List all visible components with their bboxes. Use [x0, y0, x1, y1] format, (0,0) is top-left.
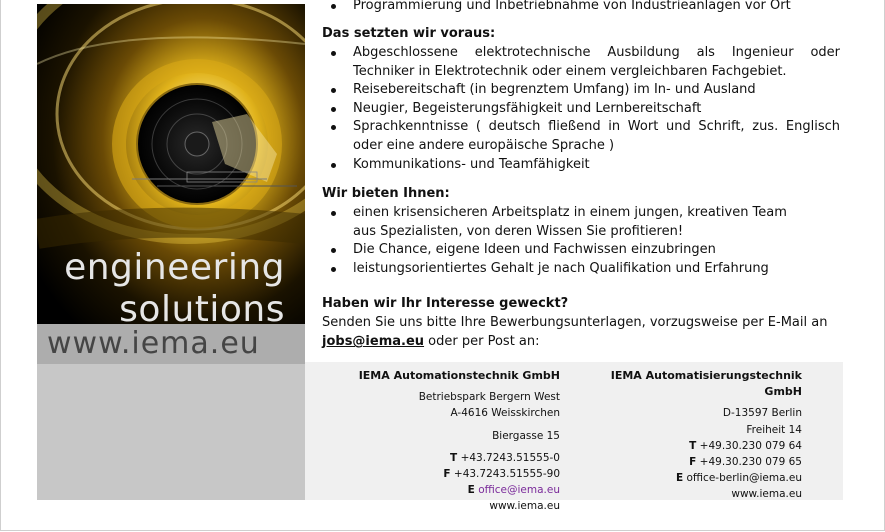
office-email-link[interactable]: office@iema.eu — [478, 484, 560, 497]
offer-list — [322, 204, 840, 278]
contact-text-tail: oder per Post an: — [424, 334, 540, 349]
email — [345, 482, 560, 498]
phone-label: T — [689, 439, 697, 452]
url-band — [37, 324, 305, 364]
requirements-heading: Das setzten wir voraus: — [322, 26, 496, 41]
office-berlin-email[interactable]: office-berlin@iema.eu — [686, 472, 802, 485]
fax-number: +49.30.230 079 65 — [699, 456, 802, 469]
fax-label: F — [443, 468, 451, 481]
offer-item-line2: aus Spezialisten, von deren Wissen Sie profitieren! — [353, 223, 684, 239]
phone-number: +49.30.230 079 64 — [699, 439, 802, 452]
address-line: D-13597 Berlin — [722, 407, 802, 420]
fax — [580, 454, 802, 470]
hero-url: www.iema.eu — [47, 326, 260, 361]
gray-panel — [37, 364, 305, 500]
jobs-email-link[interactable]: jobs@iema.eu — [322, 334, 425, 349]
company-name: IEMA Automationstechnik GmbH — [358, 369, 560, 382]
email-label: E — [675, 472, 684, 485]
requirement-item: Kommunikations- und Teamfähigkeit — [322, 156, 840, 175]
phone-number: +43.7243.51555-0 — [460, 451, 560, 464]
requirement-item: Sprachkenntnisse ( deutsch fließend in Wort und Schrift, zus. Englisch oder eine andere europäische Sprache ) — [322, 118, 840, 155]
offer-item: leistungsorientiertes Gehalt je nach Qualifikation und Erfahrung — [322, 260, 840, 279]
offer-item: Die Chance, eigene Ideen und Fachwissen einzubringen — [322, 241, 840, 260]
task-item: Programmierung und Inbetriebnahme von Industrieanlagen vor Ort — [322, 0, 840, 16]
task-list — [322, 0, 840, 16]
contact-heading: Haben wir Ihr Interesse geweckt? — [322, 296, 569, 311]
requirement-item: Neugier, Begeisterungsfähigkeit und Lernbereitschaft — [322, 100, 840, 119]
contact-line — [322, 333, 840, 352]
fax — [345, 466, 560, 482]
hero-tagline-line1: engineering — [64, 247, 285, 288]
address-austria — [345, 368, 560, 515]
address-line: A-4616 Weisskirchen — [450, 407, 560, 420]
email — [580, 470, 802, 486]
hero-image — [37, 4, 305, 324]
phone — [345, 450, 560, 466]
website[interactable]: www.iema.eu — [489, 500, 560, 513]
phone-label: T — [450, 451, 458, 464]
address-line: Biergasse 15 — [492, 429, 560, 442]
address-line: Freiheit 14 — [746, 423, 802, 436]
fax-label: F — [689, 456, 697, 469]
requirement-item: Reisebereitschaft (in begrenztem Umfang) im In- und Ausland — [322, 81, 840, 100]
hero-tagline-line2: solutions — [119, 289, 285, 324]
offer-item — [322, 204, 840, 241]
requirement-item: Abgeschlossene elektrotechnische Ausbildung als Ingenieur oder Techniker in Elektrotechnik oder einem vergleichbaren Fachgebiet. — [322, 44, 840, 81]
offer-item-line1: einen krisensicheren Arbeitsplatz in einem jungen, kreativen Team — [353, 205, 787, 220]
offer-heading: Wir bieten Ihnen: — [322, 186, 450, 201]
contact-text: Senden Sie uns bitte Ihre Bewerbungsunterlagen, vorzugsweise per E-Mail an — [322, 315, 828, 330]
phone — [580, 438, 802, 454]
fax-number: +43.7243.51555-90 — [453, 468, 560, 481]
website[interactable]: www.iema.eu — [731, 488, 802, 501]
email-label: E — [467, 484, 475, 497]
address-line: Betriebspark Bergern West — [418, 391, 560, 404]
address-berlin — [580, 368, 802, 503]
requirements-list — [322, 44, 840, 174]
company-name: IEMA Automatisierungstechnik GmbH — [610, 369, 802, 399]
